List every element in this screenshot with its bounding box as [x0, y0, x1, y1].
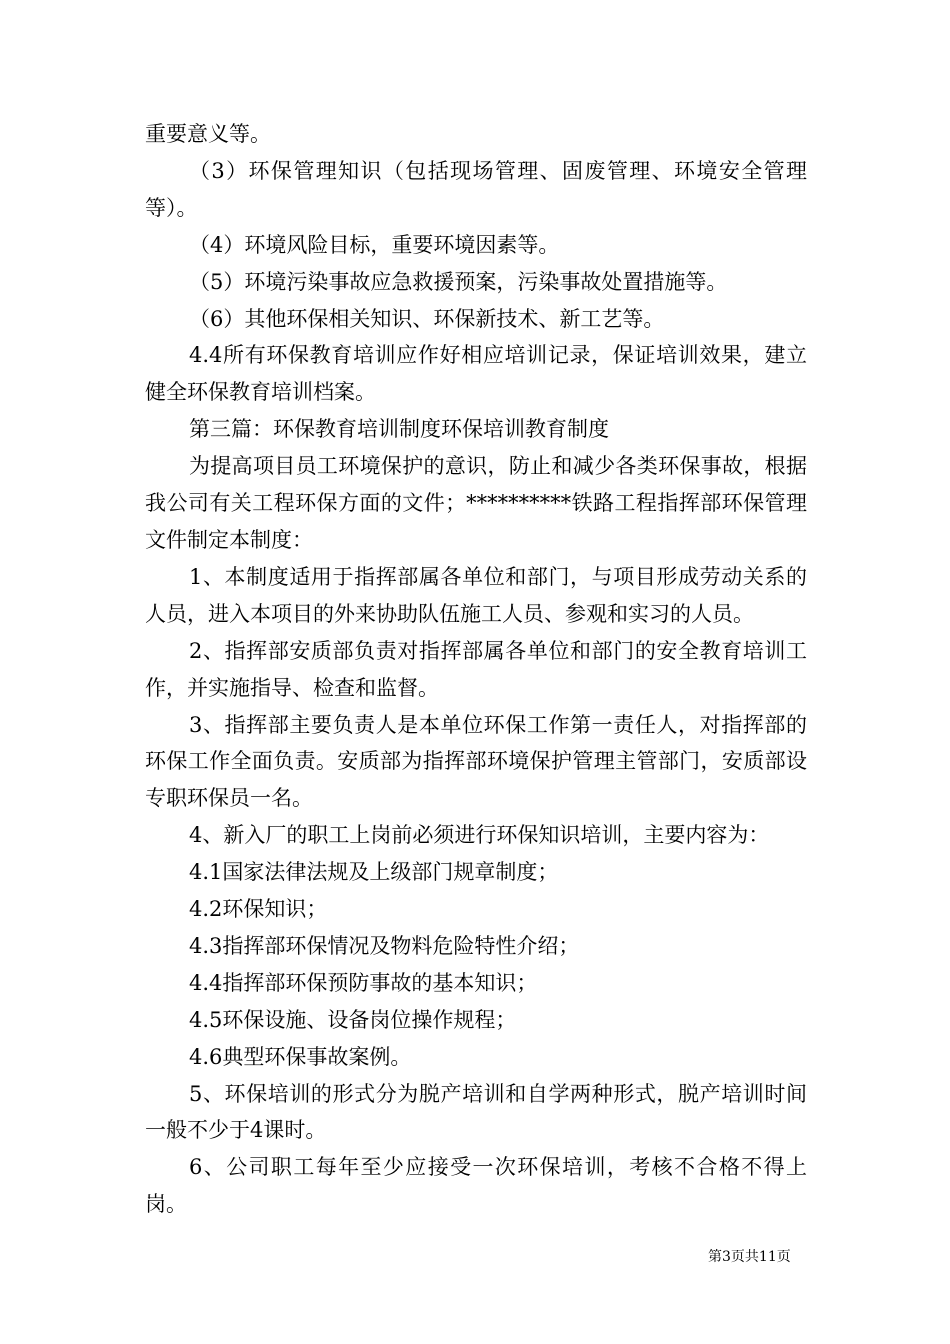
list-item-4-6: 4.6典型环保事故案例。 [189, 1044, 412, 1069]
paragraph-8: 为提高项目员工环境保护的意识，防止和减少各类环保事故，根据我公司有关工程环保方面的文件；**********铁路工程指挥部环保管理文件制定本制度： [145, 454, 807, 552]
paragraph-5: （6）其他环保相关知识、环保新技术、新工艺等。 [189, 306, 665, 331]
page-number-footer: 第3页共11页 [708, 1249, 791, 1265]
paragraph-3: （4）环境风险目标，重要环境因素等。 [189, 232, 560, 257]
paragraph-2: （3）环保管理知识（包括现场管理、固废管理、环境安全管理等）。 [145, 158, 807, 220]
paragraph-19: 5、环保培训的形式分为脱产培训和自学两种形式，脱产培训时间一般不少于4课时。 [145, 1081, 807, 1143]
list-item-4-4: 4.4指挥部环保预防事故的基本知识； [189, 970, 538, 995]
paragraph-6: 4.4所有环保教育培训应作好相应培训记录，保证培训效果，建立健全环保教育培训档案。 [145, 343, 807, 405]
paragraph-4: （5）环境污染事故应急救援预案，污染事故处置措施等。 [189, 269, 728, 294]
body-text [145, 116, 807, 1223]
section-heading: 第三篇：环保教育培训制度环保培训教育制度 [189, 417, 609, 442]
list-item-4-3: 4.3指挥部环保情况及物料危险特性介绍； [189, 933, 580, 958]
list-item-4-1: 4.1国家法律法规及上级部门规章制度； [189, 860, 559, 885]
paragraph-20: 6、公司职工每年至少应接受一次环保培训，考核不合格不得上岗。 [145, 1155, 807, 1217]
paragraph-11: 3、指挥部主要负责人是本单位环保工作第一责任人，对指挥部的环保工作全面负责。安质部为指挥部环境保护管理主管部门，安质部设专职环保员一名。 [145, 712, 807, 811]
paragraph-10: 2、指挥部安质部负责对指挥部属各单位和部门的安全教育培训工作，并实施指导、检查和监督。 [145, 638, 807, 700]
list-item-4-5: 4.5环保设施、设备岗位操作规程； [189, 1007, 517, 1032]
list-item-4-2: 4.2环保知识； [189, 897, 328, 922]
paragraph-9: 1、本制度适用于指挥部属各单位和部门，与项目形成劳动关系的人员，进入本项目的外来协助队伍施工人员、参观和实习的人员。 [145, 564, 807, 626]
paragraph-1: 重要意义等。 [145, 122, 271, 146]
paragraph-12: 4、新入厂的职工上岗前必须进行环保知识培训，主要内容为： [189, 823, 770, 848]
